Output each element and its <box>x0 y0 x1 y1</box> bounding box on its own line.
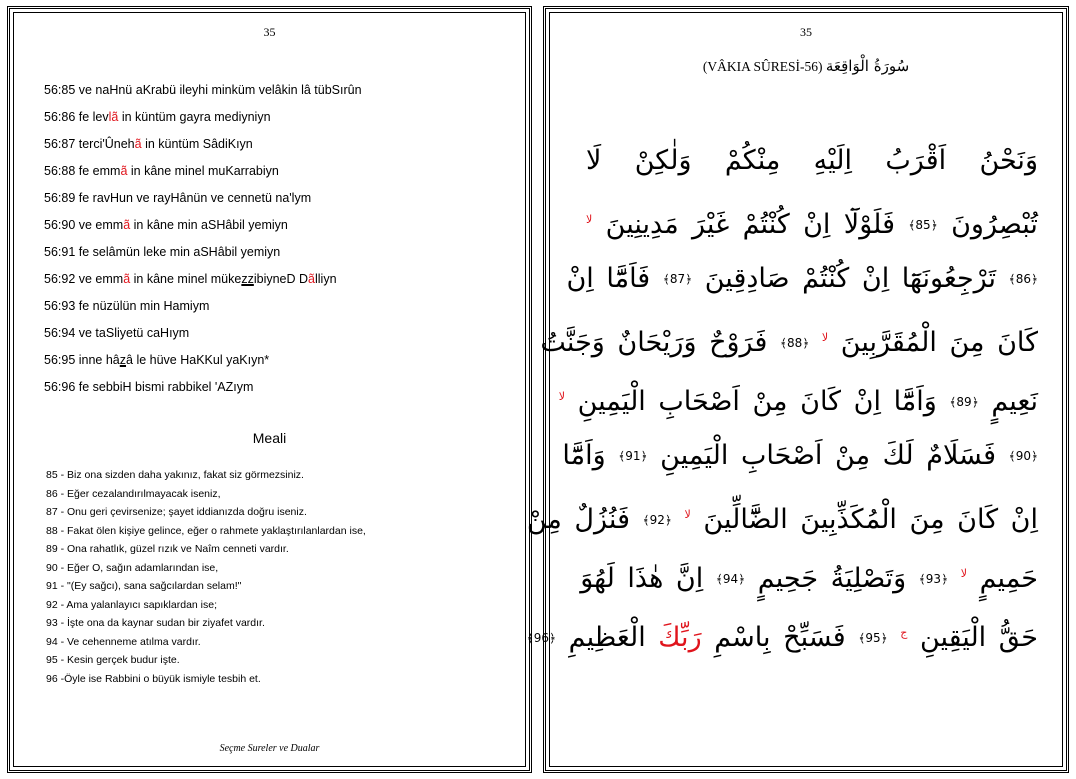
transliteration-segment: in küntüm gayra mediyniyn <box>118 110 271 124</box>
ayah-number-marker: ﴿86﴾ <box>1008 272 1038 286</box>
arabic-word: رَبِّكَ <box>658 622 702 653</box>
ayah-number-marker: ﴿90﴾ <box>1008 449 1038 463</box>
sura-title-arabic: سُورَةُ الْوَاقِعَة <box>825 57 910 75</box>
ayah-number-marker: ﴿92﴾ <box>642 513 672 527</box>
ayah-number-marker: ﴿87﴾ <box>662 272 693 286</box>
arabic-word: اَصْحَابِ <box>658 386 740 417</box>
transliteration-line <box>44 293 514 320</box>
transliteration-line <box>44 347 514 374</box>
pause-sign: لا <box>684 508 691 521</box>
arabic-word: الْمُقَرَّبِينَ <box>840 327 937 358</box>
arabic-word: فَنُزُلٌ <box>574 504 630 535</box>
ayah-number-marker: ﴿88﴾ <box>779 336 810 350</box>
arabic-line <box>526 485 1040 544</box>
arabic-word: مِنْ <box>752 386 788 417</box>
arabic-word: كُنْتُمْ <box>742 209 790 240</box>
transliteration-line <box>44 131 514 158</box>
arabic-word: فَلَوْلَٓا <box>843 209 895 240</box>
meaning-row: 89 - Ona rahatlık, güzel rızık ve Naîm cenneti vardır. <box>46 543 289 555</box>
arabic-word: مِنَ <box>909 504 945 535</box>
arabic-word: لَا <box>586 145 602 176</box>
arabic-word: مِنْ <box>526 504 562 535</box>
arabic-word: اِلَيْهِ <box>813 145 853 176</box>
transliteration-line <box>44 104 514 131</box>
arabic-word: اِنْ <box>853 386 881 417</box>
transliteration-segment: in kâne minel müke <box>130 272 242 286</box>
arabic-word: وَاَمَّٓا <box>893 386 937 417</box>
transliteration-segment: 56:93 fe nüzülün min Hamiym <box>44 299 210 313</box>
arabic-word: تُبْصِرُونَ <box>951 209 1038 240</box>
pause-sign: لا <box>821 331 829 344</box>
transliteration-segment: lliyn <box>314 272 337 286</box>
arabic-word: اِنْ <box>566 263 594 294</box>
arabic-line <box>584 190 1040 249</box>
arabic-word: وَتَصْلِيَةُ <box>830 563 907 594</box>
transliteration-segment: 56:85 ve naHnü aKrabü ileyhi minküm velâkin lâ tübSırûn <box>44 83 362 97</box>
transliteration-line <box>44 77 514 104</box>
transliteration-segment: ã <box>123 218 131 232</box>
arabic-word: وَرَيْحَانٌ <box>617 327 697 358</box>
sura-title <box>550 57 1062 75</box>
arabic-word: لَهُوَ <box>580 563 615 594</box>
arabic-word: بِاسْمِ <box>714 622 771 653</box>
arabic-word: وَجَنَّتُ <box>540 327 605 358</box>
arabic-word: تَرْجِعُونَهَٓا <box>901 263 997 294</box>
arabic-word: كُنْتُمْ <box>802 263 850 294</box>
arabic-word: فَسَلَامٌ <box>926 440 997 471</box>
meaning-row: 92 - Ama yalanlayıcı sapıklardan ise; <box>46 598 218 611</box>
right-page-frame <box>526 12 1063 767</box>
meaning-row: 94 - Ve cehenneme atılma vardır. <box>46 635 201 648</box>
arabic-word: كَانَ <box>997 327 1038 358</box>
transliteration-segment: zz <box>241 272 254 286</box>
transliteration-line <box>44 158 514 185</box>
arabic-word: وَنَحْنُ <box>979 145 1038 176</box>
meaning-row: 87 - Onu geri çevirsenize; şayet iddianızda doğru iseniz. <box>46 506 307 518</box>
book-footer: Seçme Sureler ve Dualar <box>219 743 320 754</box>
meaning-row: 86 - Eğer cezalandırılmayacak iseniz, <box>46 487 221 500</box>
transliteration-segment: lã <box>108 110 119 124</box>
arabic-word: الْيَمِينِ <box>660 440 729 471</box>
ayah-number-marker: ﴿85﴾ <box>908 218 938 232</box>
arabic-word: الْيَقِينِ <box>919 622 987 653</box>
transliteration-line <box>44 212 514 239</box>
meaning-row: 85 - Biz ona sizden daha yakınız, fakat siz görmezsiniz. <box>46 469 304 481</box>
arabic-word: اِنْ <box>861 263 890 294</box>
arabic-word: اَقْرَبُ <box>885 145 947 176</box>
ayah-number-marker: ﴿95﴾ <box>858 631 888 645</box>
pause-sign: لا <box>960 567 967 580</box>
left-page-frame <box>13 12 526 767</box>
transliteration-segment: 56:87 terci'Ûneh <box>44 137 135 151</box>
transliteration-segment: z <box>119 353 127 367</box>
ayah-number-marker: ﴿91﴾ <box>618 449 648 463</box>
pause-sign: ج <box>900 626 908 639</box>
ayah-number-marker: ﴿89﴾ <box>949 395 979 409</box>
arabic-text-block <box>526 131 1040 662</box>
transliteration-segment: ã <box>123 272 131 286</box>
arabic-word: الْمُكَذِّبِينَ <box>800 504 897 535</box>
arabic-line <box>584 131 1040 190</box>
left-page <box>7 6 532 773</box>
arabic-line <box>558 367 1040 426</box>
transliteration-segment: ã <box>308 272 315 286</box>
ayah-number-marker: ﴿96﴾ <box>526 631 557 645</box>
meali-heading: Meali <box>252 430 287 446</box>
arabic-word: الْعَظِيمِ <box>568 622 646 653</box>
meaning-row: 96 -Öyle ise Rabbini o büyük ismiyle tesbih et. <box>46 672 261 685</box>
arabic-word: وَلٰكِنْ <box>634 145 692 176</box>
transliteration-line <box>44 374 514 401</box>
transliteration-segment: 56:94 ve taSliyetü caHıym <box>44 326 190 340</box>
arabic-word: اَصْحَابِ <box>740 440 823 471</box>
arabic-line <box>580 544 1040 603</box>
arabic-word: لَكَ <box>882 440 914 471</box>
arabic-word: مِنْكُمْ <box>724 145 781 176</box>
transliteration-line <box>44 266 514 293</box>
transliteration-segment: in kâne minel muKarrabiyn <box>127 164 279 178</box>
arabic-word: حَمِيمٍ <box>979 563 1038 594</box>
arabic-word: اِنَّ <box>675 563 704 594</box>
arabic-line <box>562 426 1040 485</box>
arabic-word: الْيَمِينِ <box>577 386 646 417</box>
arabic-word: وَاَمَّٓا <box>562 440 606 471</box>
transliteration-segment: ibiyneD D <box>253 272 309 286</box>
ayah-number-marker: ﴿94﴾ <box>715 572 746 586</box>
arabic-word: اِنْ <box>803 209 831 240</box>
transliteration-segment: ã <box>120 164 128 178</box>
transliteration-segment: in kâne min aSHâbil yemiyn <box>130 218 288 232</box>
transliteration-segment: in küntüm SâdiKıyn <box>141 137 253 151</box>
transliteration-segment: 56:92 ve emm <box>44 272 124 286</box>
arabic-word: الضَّٓالِّينَ <box>703 504 788 535</box>
transliteration-segment: ã <box>134 137 142 151</box>
arabic-word: فَرَوْحٌ <box>709 327 768 358</box>
transliteration-segment: 56:96 fe sebbiH bismi rabbikel 'AZıym <box>44 380 254 394</box>
transliteration-block <box>44 77 514 401</box>
meaning-list <box>46 466 516 688</box>
transliteration-segment: â le hüve HaKKul yaKıyn* <box>126 353 270 367</box>
pause-sign: لا <box>558 390 566 403</box>
arabic-word: كَانَ <box>957 504 999 535</box>
page-number: 35 <box>800 25 812 39</box>
meaning-row: 90 - Eğer O, sağın adamlarından ise, <box>46 561 219 574</box>
arabic-word: مَدِينِينَ <box>605 209 679 240</box>
arabic-line <box>540 308 1040 367</box>
meaning-row: 88 - Fakat ölen kişiye gelince, eğer o rahmete yaklaştırılanlardan ise, <box>46 524 366 537</box>
transliteration-line <box>44 320 514 347</box>
arabic-word: حَقُّ <box>998 622 1038 653</box>
transliteration-line <box>44 239 514 266</box>
transliteration-segment: 56:95 inne hâ <box>44 353 120 367</box>
arabic-word: فَاَمَّٓا <box>606 263 651 294</box>
page-number: 35 <box>263 25 276 39</box>
sura-title-latin: (VÂKIA SÛRESİ-56) <box>702 59 823 74</box>
arabic-word: مِنْ <box>835 440 871 471</box>
transliteration-line <box>44 185 514 212</box>
meaning-row: 95 - Kesin gerçek budur işte. <box>46 654 180 666</box>
transliteration-segment: 56:89 fe ravHun ve rayHânün ve cennetü na'lym <box>44 191 312 205</box>
transliteration-segment: 56:86 fe lev <box>44 110 109 124</box>
meaning-row: 91 - "(Ey sağcı), sana sağcılardan selam!" <box>46 580 242 592</box>
transliteration-segment: 56:91 fe selâmün leke min aSHâbil yemiyn <box>44 245 281 259</box>
arabic-word: كَانَ <box>800 386 842 417</box>
transliteration-segment: 56:90 ve emm <box>44 218 124 232</box>
arabic-word: غَيْرَ <box>692 209 730 240</box>
arabic-word: صَادِقِينَ <box>704 263 790 294</box>
arabic-word: جَحِيمٍ <box>757 563 819 594</box>
arabic-word: اِنْ <box>1010 504 1038 535</box>
arabic-line <box>566 249 1040 308</box>
transliteration-segment: 56:88 fe emm <box>44 164 121 178</box>
pause-sign: لا <box>586 213 593 226</box>
right-page <box>526 6 1069 773</box>
arabic-word: فَسَبِّحْ <box>783 622 846 653</box>
arabic-word: نَعِيمٍ <box>991 386 1038 417</box>
arabic-word: مِنَ <box>949 327 985 358</box>
ayah-number-marker: ﴿93﴾ <box>918 572 949 586</box>
meaning-row: 93 - İşte ona da kaynar sudan bir ziyafet vardır. <box>46 617 265 629</box>
arabic-line <box>526 603 1040 662</box>
arabic-word: هٰذَا <box>627 563 664 594</box>
